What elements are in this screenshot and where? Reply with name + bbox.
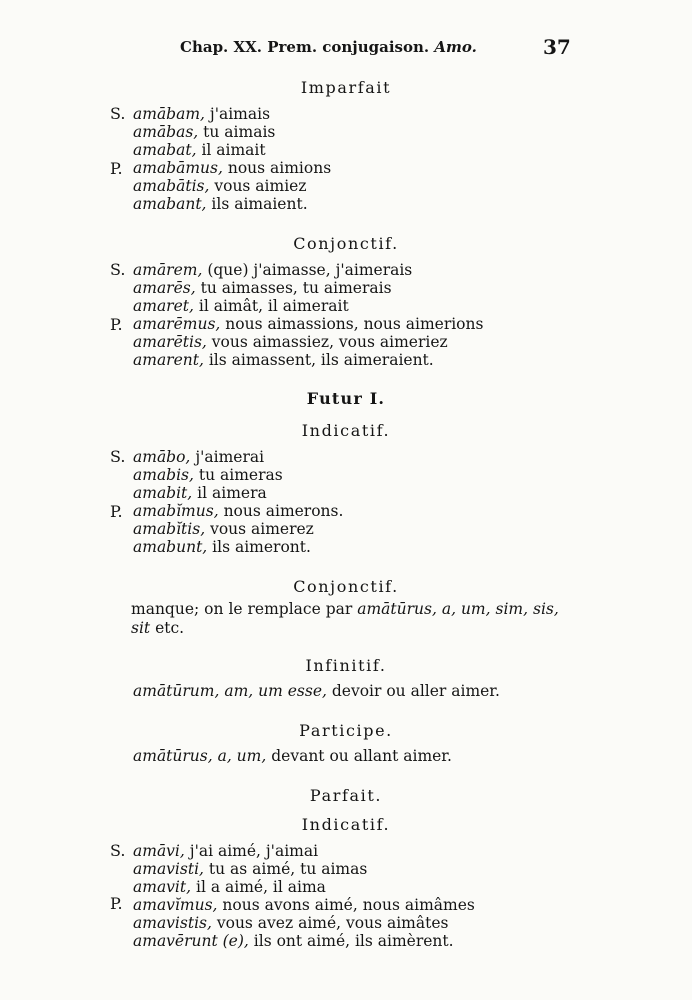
- french-translation: il aimait: [201, 141, 266, 159]
- latin-form: amavit,: [133, 878, 192, 896]
- french-translation: vous aimassiez, vous aimeriez: [211, 333, 448, 351]
- french-translation: nous aimions: [227, 159, 332, 177]
- latin-form: amārem,: [133, 261, 203, 279]
- latin-form: amātūrum, am, um esse,: [133, 682, 327, 700]
- latin-form: amavērunt (e),: [133, 932, 249, 950]
- conjugation-line: [133, 842, 318, 860]
- latin-form: amabunt,: [133, 538, 208, 556]
- latin-form: amābas,: [133, 123, 199, 141]
- french-translation: tu aimeras: [198, 466, 283, 484]
- conjugation-line: [133, 747, 452, 765]
- word: etc.: [155, 619, 185, 637]
- conjugation-line: [133, 123, 275, 141]
- latin-form: amarēs,: [133, 279, 196, 297]
- latin-word: sit: [131, 619, 151, 637]
- latin-form: amabat,: [133, 141, 197, 159]
- paragraph-line: [131, 600, 561, 619]
- french-translation: il aimera: [197, 484, 267, 502]
- page-number: 37: [543, 35, 571, 59]
- conjugation-line: [133, 896, 475, 914]
- running-title: [180, 38, 477, 56]
- conjugation-line: [133, 279, 392, 297]
- latin-word: a,: [441, 600, 457, 618]
- latin-form: amabāmus,: [133, 159, 223, 177]
- latin-form: amābam,: [133, 105, 205, 123]
- latin-form: amabant,: [133, 195, 207, 213]
- word: le: [228, 600, 243, 618]
- french-translation: vous aimerez: [210, 520, 314, 538]
- conjugation-line: [133, 538, 311, 556]
- conjugation-line: [133, 484, 267, 502]
- plural-marker: P.: [110, 315, 123, 334]
- latin-word: um,: [460, 600, 491, 618]
- conjugation-line: [133, 141, 266, 159]
- conjugation-line: [133, 333, 448, 351]
- conjugation-line: [133, 520, 314, 538]
- french-translation: j'ai aimé, j'aimai: [189, 842, 319, 860]
- french-translation: tu aimasses, tu aimerais: [200, 279, 392, 297]
- heading-parfait: Parfait.: [309, 786, 383, 805]
- heading-infinitif: Infinitif.: [305, 656, 387, 675]
- latin-form: amabātis,: [133, 177, 210, 195]
- conjugation-line: [133, 914, 448, 932]
- french-translation: devant ou allant aimer.: [271, 747, 452, 765]
- heading-indicatif: Indicatif.: [301, 815, 391, 834]
- french-translation: nous aimassions, nous aimerions: [225, 315, 484, 333]
- french-translation: ils ont aimé, ils aimèrent.: [253, 932, 454, 950]
- heading-conjonctif: Conjonctif.: [293, 234, 399, 253]
- heading-conjonctif: Conjonctif.: [293, 577, 399, 596]
- latin-form: amābo,: [133, 448, 191, 466]
- conjugation-line: [133, 159, 331, 177]
- french-translation: ils aimeront.: [212, 538, 311, 556]
- chapter-title: Chap. XX. Prem. conjugaison.: [180, 38, 430, 56]
- latin-word: sim,: [495, 600, 529, 618]
- latin-form: amarēmus,: [133, 315, 221, 333]
- conjugation-line: [133, 860, 367, 878]
- latin-word: sis,: [532, 600, 559, 618]
- word: manque;: [131, 600, 200, 618]
- conjugation-line: [133, 195, 308, 213]
- french-translation: vous avez aimé, vous aimâtes: [216, 914, 449, 932]
- latin-form: amabit,: [133, 484, 193, 502]
- french-translation: tu aimais: [203, 123, 276, 141]
- french-translation: (que) j'aimasse, j'aimerais: [207, 261, 413, 279]
- latin-form: amātūrus, a, um,: [133, 747, 267, 765]
- word: par: [325, 600, 353, 618]
- running-header: [0, 35, 692, 62]
- conjugation-line: [133, 502, 343, 520]
- plural-marker: P.: [110, 159, 123, 178]
- french-translation: ils aimassent, ils aimeraient.: [208, 351, 434, 369]
- latin-form: amaret,: [133, 297, 194, 315]
- latin-form: amavĭmus,: [133, 896, 218, 914]
- french-translation: nous avons aimé, nous aimâmes: [222, 896, 475, 914]
- conjugation-line: [133, 351, 434, 369]
- singular-marker: S.: [110, 447, 126, 466]
- latin-form: amavistis,: [133, 914, 212, 932]
- conjugation-line: [133, 297, 349, 315]
- conjugation-line: [133, 261, 412, 279]
- conjugation-line: [133, 105, 270, 123]
- french-translation: il a aimé, il aima: [196, 878, 326, 896]
- french-translation: devoir ou aller aimer.: [331, 682, 500, 700]
- french-translation: j'aimerai: [195, 448, 265, 466]
- french-translation: tu as aimé, tu aimas: [208, 860, 368, 878]
- conjugation-line: [133, 682, 500, 700]
- heading-imparfait: Imparfait: [300, 78, 392, 97]
- plural-marker: P.: [110, 894, 123, 913]
- latin-form: amāvi,: [133, 842, 185, 860]
- conjugation-line: [133, 932, 454, 950]
- singular-marker: S.: [110, 260, 126, 279]
- plural-marker: P.: [110, 502, 123, 521]
- french-translation: j'aimais: [209, 105, 271, 123]
- heading-indicatif: Indicatif.: [301, 421, 391, 440]
- latin-form: amabis,: [133, 466, 194, 484]
- heading-participe: Participe.: [299, 721, 393, 740]
- word: on: [204, 600, 224, 618]
- french-translation: ils aimaient.: [211, 195, 308, 213]
- latin-word: amātūrus,: [357, 600, 437, 618]
- paragraph-line: [131, 619, 571, 638]
- heading-futur: Futur I.: [306, 389, 386, 408]
- latin-form: amarent,: [133, 351, 204, 369]
- conjonctif-paragraph: [131, 600, 571, 638]
- word: remplace: [247, 600, 321, 618]
- conjugation-line: [133, 878, 326, 896]
- conjugation-line: [133, 177, 307, 195]
- chapter-title-verb: Amo.: [434, 38, 477, 56]
- conjugation-line: [133, 448, 264, 466]
- singular-marker: S.: [110, 104, 126, 123]
- french-translation: nous aimerons.: [223, 502, 344, 520]
- conjugation-line: [133, 466, 283, 484]
- singular-marker: S.: [110, 841, 126, 860]
- latin-form: amarētis,: [133, 333, 207, 351]
- latin-form: amavisti,: [133, 860, 204, 878]
- conjugation-line: [133, 315, 483, 333]
- latin-form: amabĭtis,: [133, 520, 206, 538]
- french-translation: vous aimiez: [214, 177, 307, 195]
- french-translation: il aimât, il aimerait: [198, 297, 349, 315]
- latin-form: amabĭmus,: [133, 502, 219, 520]
